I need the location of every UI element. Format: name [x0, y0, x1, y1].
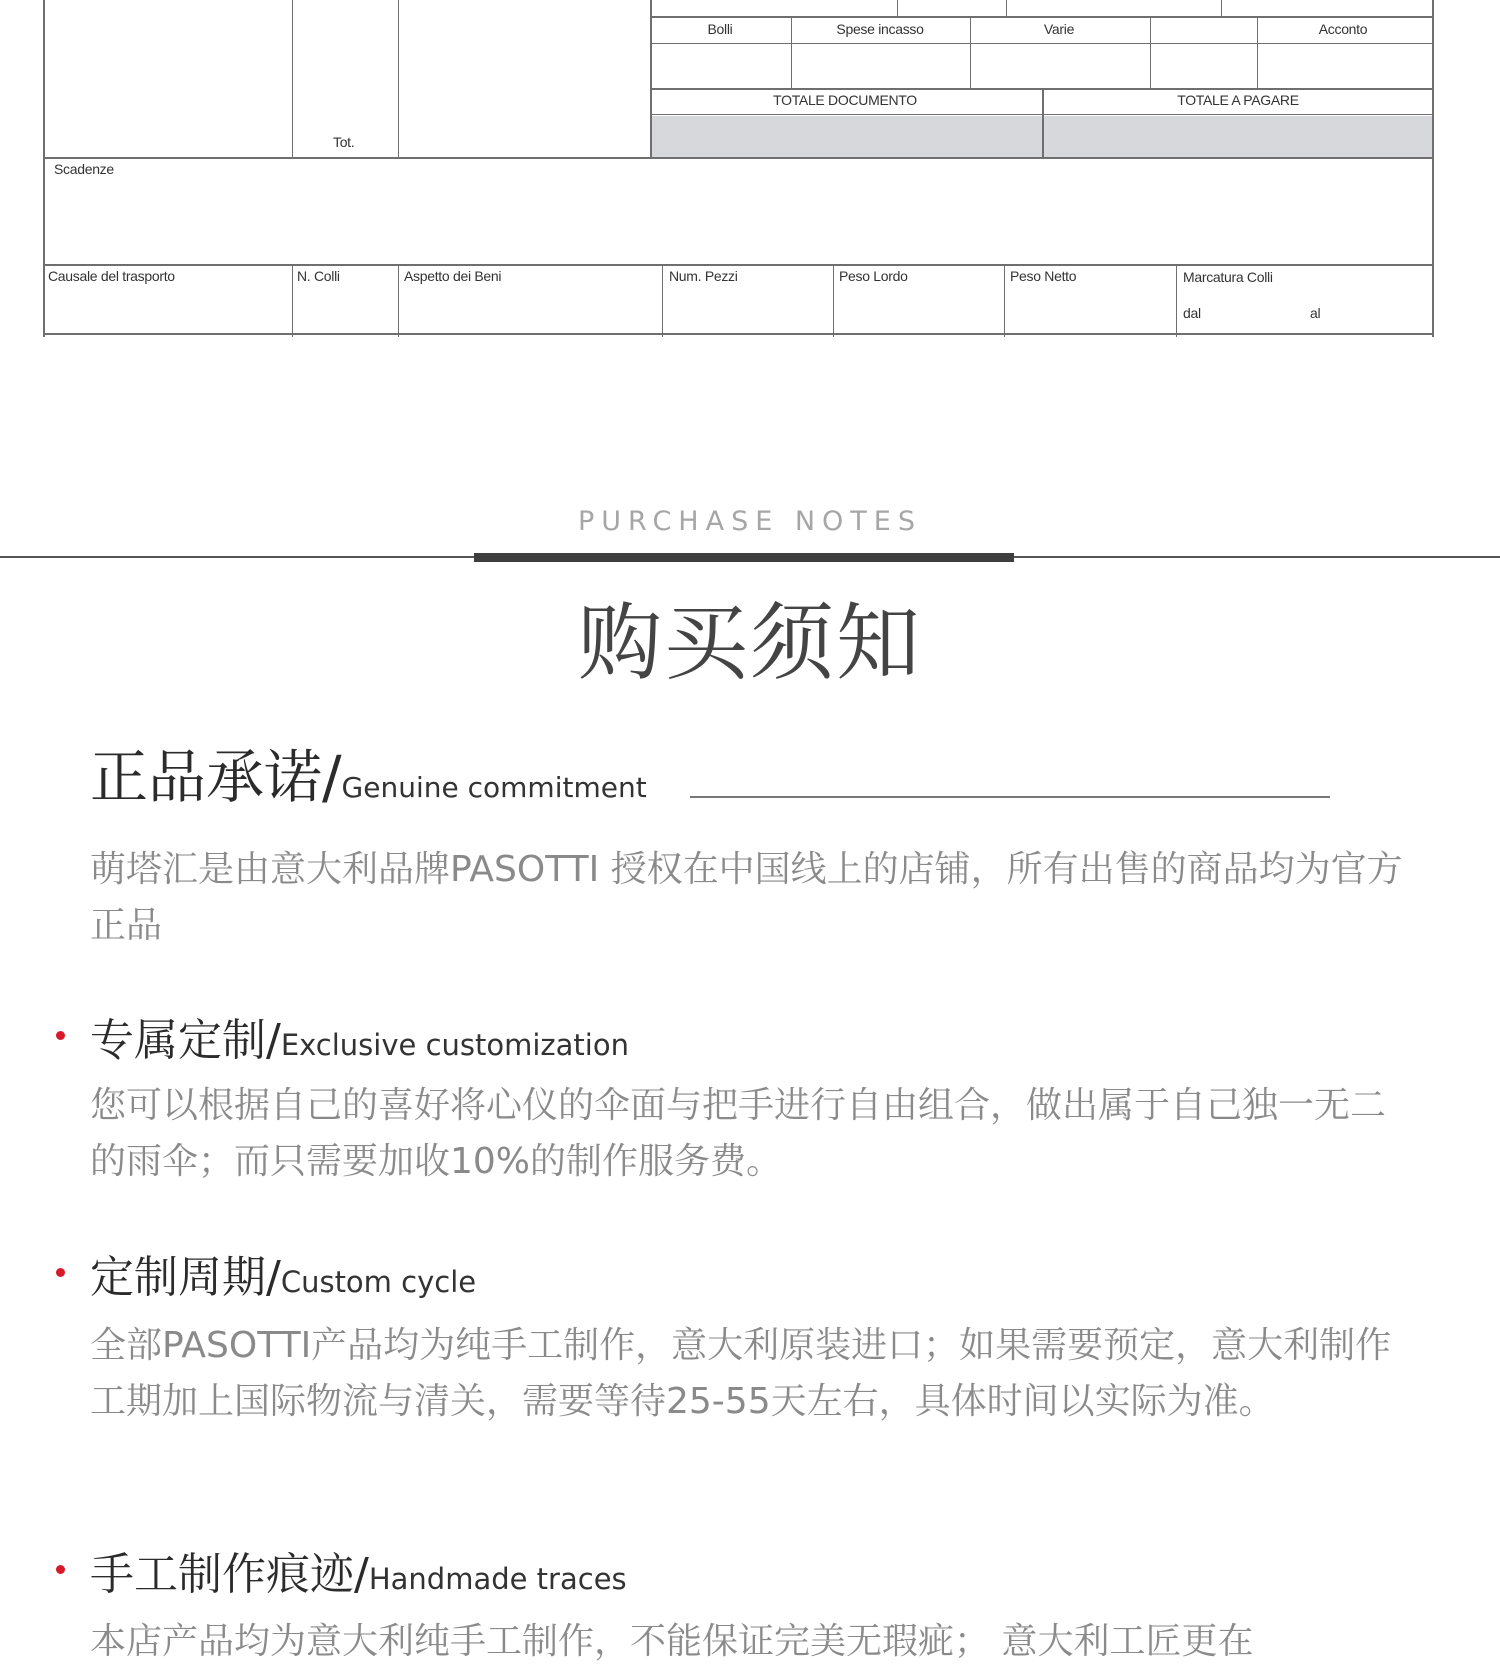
invoice-form — [0, 0, 1500, 340]
marcatura-label: Marcatura Colli — [1183, 269, 1273, 285]
section-title-customization — [90, 1004, 629, 1068]
varie-label: Varie — [1043, 21, 1075, 37]
aspetto-label: Aspetto dei Beni — [404, 268, 502, 284]
section-underline — [690, 796, 1330, 798]
acconto-label: Acconto — [1318, 21, 1368, 37]
bullet-dot — [56, 1565, 65, 1574]
form-line — [1004, 265, 1005, 337]
section-title-cycle — [90, 1241, 476, 1305]
tot-label: Tot. — [333, 134, 355, 150]
al-label: al — [1310, 305, 1321, 321]
dal-label: dal — [1183, 305, 1201, 321]
form-line — [1221, 0, 1222, 17]
form-line — [897, 0, 898, 17]
form-line — [791, 17, 792, 89]
section-title-en: Exclusive customization — [280, 1028, 629, 1062]
spese-incasso-label: Spese incasso — [836, 21, 924, 37]
section-title-cn: 专属定制/ — [90, 1015, 281, 1066]
section-title-en: Handmade traces — [368, 1562, 627, 1596]
divider-accent — [474, 553, 1014, 562]
peso-lordo-label: Peso Lordo — [839, 268, 908, 284]
form-line — [43, 0, 45, 337]
section-title-en: Genuine commitment — [341, 771, 647, 804]
section-title-genuine — [90, 730, 647, 814]
bullet-dot — [56, 1268, 65, 1277]
section-title-cn: 正品承诺/ — [90, 743, 342, 811]
form-line — [650, 16, 1434, 18]
form-line — [292, 0, 293, 158]
causale-label: Causale del trasporto — [48, 268, 175, 284]
form-line — [1176, 265, 1177, 337]
section-body-customization: 您可以根据自己的喜好将心仪的伞面与把手进行自由组合，做出属于自己独一无二的雨伞；而只需要加收10%的制作服务费。 — [90, 1085, 1387, 1182]
form-line — [1432, 0, 1434, 337]
purchase-notes-heading-en: PURCHASE NOTES — [577, 506, 922, 537]
form-line — [650, 43, 1434, 44]
section-title-cn: 定制周期/ — [90, 1252, 281, 1303]
n-colli-label: N. Colli — [297, 268, 340, 284]
form-line — [43, 157, 1434, 159]
form-line — [1257, 17, 1258, 89]
form-line — [662, 265, 663, 337]
form-line — [1150, 17, 1151, 89]
section-body-cycle: 全部PASOTTI产品均为纯手工制作，意大利原装进口；如果需要预定，意大利制作工期加上国际物流与清关，需要等待25-55天左右，具体时间以实际为准。 — [90, 1325, 1392, 1422]
form-line — [1006, 0, 1007, 17]
section-title-en: Custom cycle — [280, 1265, 477, 1299]
peso-netto-label: Peso Netto — [1010, 268, 1077, 284]
totale-a-pagare-box — [1044, 116, 1432, 157]
totale-a-pagare-label: TOTALE A PAGARE — [1177, 92, 1299, 108]
totale-documento-box — [652, 116, 1042, 157]
form-line — [833, 265, 834, 337]
num-pezzi-label: Num. Pezzi — [669, 268, 738, 284]
form-line — [970, 17, 971, 89]
bullet-dot — [56, 1031, 65, 1040]
bolli-label: Bolli — [707, 21, 733, 37]
form-line — [292, 265, 293, 337]
section-body-handmade: 本店产品均为意大利纯手工制作，不能保证完美无瑕疵； 意大利工匠更在 — [90, 1621, 1254, 1662]
form-line — [398, 0, 399, 158]
form-line — [43, 264, 1434, 266]
scadenze-label: Scadenze — [54, 161, 114, 177]
section-title-cn: 手工制作痕迹/ — [90, 1549, 369, 1600]
purchase-notes-heading-cn: 购买须知 — [577, 594, 922, 692]
form-line — [43, 333, 1434, 335]
totale-documento-label: TOTALE DOCUMENTO — [773, 92, 917, 108]
form-line — [398, 265, 399, 337]
section-title-handmade — [90, 1538, 627, 1602]
section-body-genuine: 萌塔汇是由意大利品牌PASOTTI 授权在中国线上的店铺，所有出售的商品均为官方正品 — [90, 849, 1403, 946]
